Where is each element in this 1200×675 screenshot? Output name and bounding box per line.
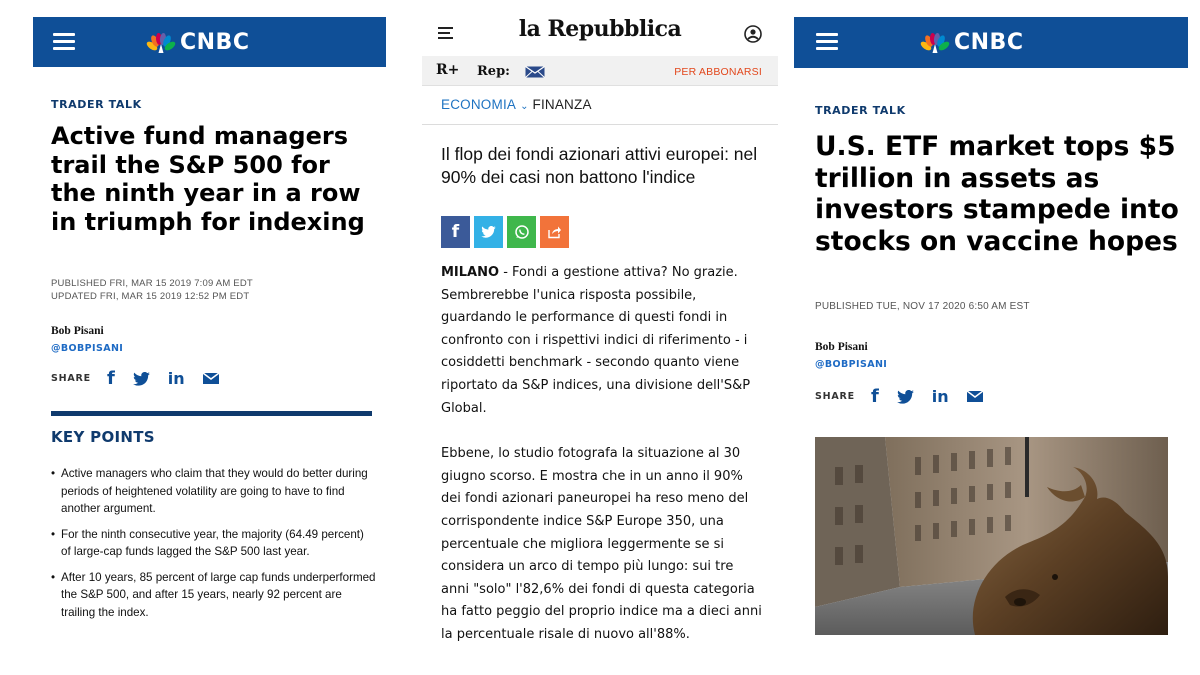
repubblica-subbar <box>422 56 778 86</box>
key-points-list <box>51 465 376 629</box>
section-kicker[interactable]: TRADER TALK <box>815 104 906 117</box>
cnbc-wordmark: CNBC <box>954 30 1024 55</box>
share-label: SHARE <box>51 373 91 384</box>
share-bar <box>815 386 1001 407</box>
twitter-icon[interactable] <box>474 216 503 248</box>
twitter-icon[interactable] <box>133 372 150 386</box>
author-name[interactable]: Bob Pisani <box>815 341 868 353</box>
cnbc-wordmark: CNBC <box>180 30 250 55</box>
peacock-icon <box>145 33 177 53</box>
body-paragraph: Ebbene, lo studio fotografa la situazione al 30 giugno scorso. E mostra che in un anno il 90% dei fondi azionari paneuropei ha reso meno del corrispondente indice S&P Europe 350, una percentuale che migliora leggermente se si considera un arco di tempo più lungo: sui tre anni "solo" l'82,6% dei fondi di questa categoria ha fatto peggio del proprio indice ma a dieci anni la percentuale risale di nuovo all'88%. <box>441 446 762 642</box>
mail-icon[interactable] <box>967 391 983 402</box>
linkedin-icon[interactable]: in <box>931 387 949 406</box>
facebook-icon[interactable]: f <box>106 368 115 389</box>
article-body <box>441 262 763 670</box>
key-point-item: • After 10 years, 85 percent of large cap funds underperformed the S&P 500, and after 15 years, nearly 92 percent are trailing the index. <box>51 569 376 622</box>
user-account-icon[interactable] <box>744 25 762 43</box>
newsletter-icon[interactable] <box>525 66 545 78</box>
cnbc-header <box>33 17 386 67</box>
menu-icon[interactable] <box>53 33 75 49</box>
published-date: PUBLISHED FRI, MAR 15 2019 7:09 AM EDT <box>51 278 253 289</box>
cnbc-header <box>794 17 1188 68</box>
share-bar <box>441 216 573 248</box>
body-text: - Fondi a gestione attiva? No grazie. Sembrerebbe l'unica risposta possibile, guardando le performance di questi fondi in confronto con i rispettivi indici di riferimento - i cosiddetti benchmark - secondo quanto viene riportato da S&P indices, una divisione dell'S&P Global. <box>441 265 751 416</box>
cnbc-article-panel-right <box>794 0 1188 675</box>
rplus-logo[interactable]: R+ <box>436 62 460 78</box>
article-headline: U.S. ETF market tops $5 trillion in assets as investors stampede into stocks on vaccine hopes <box>815 131 1179 257</box>
peacock-icon <box>919 33 951 53</box>
key-point-item: • For the ninth consecutive year, the majority (64.49 percent) of large-cap funds lagged the S&P 500 last year. <box>51 526 376 561</box>
key-point-item: • Active managers who claim that they would do better during periods of heightened volatility are going to have to find another argument. <box>51 465 376 518</box>
article-headline: Active fund managers trail the S&P 500 for the ninth year in a row in triumph for indexing <box>51 122 365 236</box>
cnbc-logo[interactable] <box>145 30 249 55</box>
key-points-title: KEY POINTS <box>51 428 155 446</box>
twitter-icon[interactable] <box>897 390 914 404</box>
breadcrumb-subsection[interactable]: FINANZA <box>532 97 592 112</box>
menu-icon[interactable] <box>816 33 838 49</box>
cnbc-article-panel-left <box>33 0 386 675</box>
body-paragraph <box>441 262 763 420</box>
breadcrumb-section[interactable]: ECONOMIA <box>441 97 517 112</box>
key-points-rule <box>51 411 372 416</box>
divider <box>422 124 778 125</box>
rep-logo[interactable]: Rep: <box>477 64 510 79</box>
article-headline: Il flop dei fondi azionari attivi europei: nel 90% dei casi non battono l'indice <box>441 144 758 187</box>
breadcrumb <box>441 97 592 112</box>
subscribe-link[interactable]: PER ABBONARSI <box>674 66 762 78</box>
author-name[interactable]: Bob Pisani <box>51 325 104 337</box>
section-kicker[interactable]: TRADER TALK <box>51 98 142 111</box>
linkedin-icon[interactable]: in <box>167 369 185 388</box>
article-photo-wall-street-bull[interactable] <box>815 437 1168 635</box>
share-bar <box>51 368 237 389</box>
updated-date: UPDATED FRI, MAR 15 2019 12:52 PM EDT <box>51 291 250 302</box>
wall-street-bull-image <box>815 437 1168 635</box>
chevron-down-icon[interactable]: ⌄ <box>520 101 529 112</box>
repubblica-logo[interactable]: la Repubblica <box>518 16 682 42</box>
published-date: PUBLISHED TUE, NOV 17 2020 6:50 AM EST <box>815 301 1030 312</box>
share-label: SHARE <box>815 391 855 402</box>
repubblica-header <box>422 0 778 56</box>
cnbc-logo[interactable] <box>919 30 1023 55</box>
mail-icon[interactable] <box>203 373 219 384</box>
share-icon[interactable] <box>540 216 569 248</box>
dateline-city: MILANO <box>441 265 500 280</box>
repubblica-article-panel <box>422 0 778 675</box>
facebook-icon[interactable]: f <box>441 216 470 248</box>
dateline <box>51 277 253 303</box>
whatsapp-icon[interactable] <box>507 216 536 248</box>
author-handle[interactable]: @BOBPISANI <box>815 359 888 370</box>
author-handle[interactable]: @BOBPISANI <box>51 343 124 354</box>
facebook-icon[interactable]: f <box>870 386 879 407</box>
